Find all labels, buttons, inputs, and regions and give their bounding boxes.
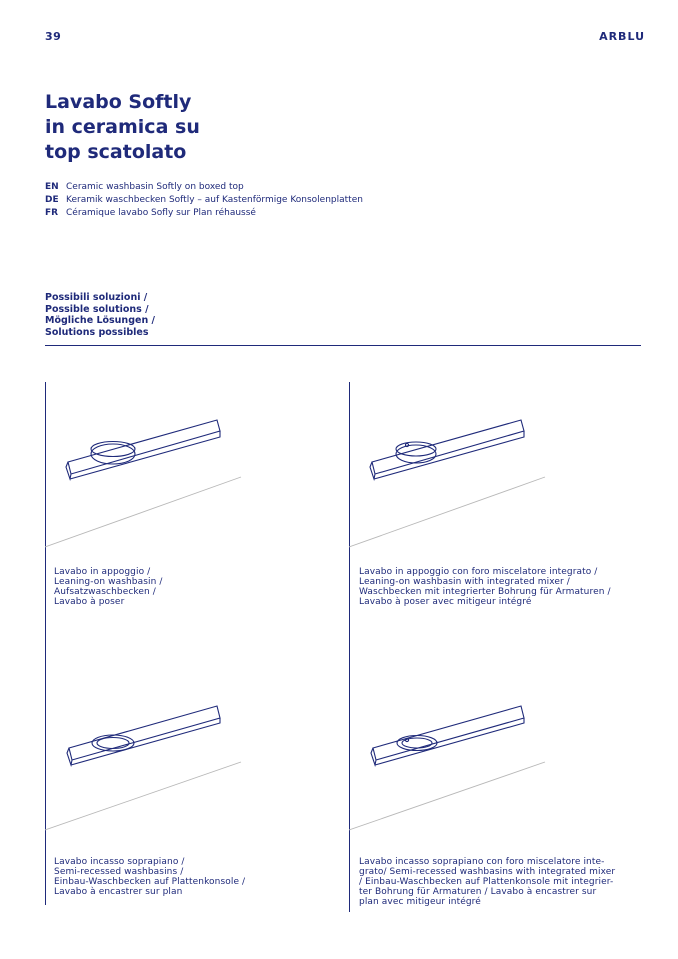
solutions-heading <box>45 292 155 338</box>
caption-line: Lavabo à poser <box>54 597 125 607</box>
washbasin-illustration <box>45 382 345 552</box>
washbasin-illustration <box>349 680 649 840</box>
title-line-1: Lavabo Softly <box>45 91 192 113</box>
option-caption <box>359 857 615 907</box>
caption-line: Aufsatzwaschbecken / <box>54 587 156 597</box>
caption-line: Leaning-on washbasin with integrated mixer / <box>359 577 570 587</box>
caption-line: Lavabo incasso soprapiano con foro miscelatore inte- <box>359 857 605 867</box>
caption-line: / Einbau-Waschbecken auf Plattenkonsole mit integrier- <box>359 877 614 887</box>
section-divider <box>45 345 641 346</box>
caption-line: Semi-recessed washbasins / <box>54 867 184 877</box>
solutions-heading-en: Possible solutions / <box>45 303 149 315</box>
caption-line: Lavabo incasso soprapiano / <box>54 857 185 867</box>
option-caption <box>54 567 163 607</box>
translations <box>45 181 363 220</box>
option-card-semi-recessed-mixer <box>349 680 649 915</box>
solutions-heading-fr: Solutions possibles <box>45 326 149 338</box>
washbasin-illustration <box>45 680 345 840</box>
caption-line: Lavabo à encastrer sur plan <box>54 887 183 897</box>
caption-line: plan avec mitigeur intégré <box>359 897 481 907</box>
translation-fr <box>45 207 363 220</box>
lang-code: FR <box>45 208 59 218</box>
solutions-heading-it: Possibili soluzioni / <box>45 292 148 303</box>
title-line-2: in ceramica su <box>45 116 200 138</box>
caption-line: ter Bohrung für Armaturen / Lavabo à encastrer sur <box>359 887 597 897</box>
brand-logo: ARBLU <box>599 30 645 43</box>
translation-text: Céramique lavabo Sofly sur Plan réhaussé <box>66 208 256 218</box>
caption-line: Waschbecken mit integrierter Bohrung für Armaturen / <box>359 587 611 597</box>
page-number: 39 <box>45 30 62 43</box>
translation-text: Ceramic washbasin Softly on boxed top <box>66 182 244 192</box>
option-card-leaning-on-mixer <box>349 382 649 622</box>
translation-en <box>45 181 363 194</box>
caption-line: Leaning-on washbasin / <box>54 577 163 587</box>
lang-code: DE <box>45 195 59 205</box>
solutions-heading-de: Mögliche Lösungen / <box>45 315 155 326</box>
option-caption <box>359 567 611 607</box>
caption-line: Einbau-Waschbecken auf Plattenkonsole / <box>54 877 246 887</box>
translation-text: Keramik waschbecken Softly – auf Kastenförmige Konsolenplatten <box>66 195 363 205</box>
caption-line: Lavabo à poser avec mitigeur intégré <box>359 597 532 607</box>
translation-de <box>45 194 363 207</box>
option-caption <box>54 857 245 897</box>
lang-code: EN <box>45 182 59 192</box>
title-line-3: top scatolato <box>45 141 187 163</box>
caption-line: Lavabo in appoggio / <box>54 567 151 577</box>
caption-line: grato/ Semi-recessed washbasins with integrated mixer <box>359 867 616 877</box>
option-card-leaning-on <box>45 382 345 622</box>
caption-line: Lavabo in appoggio con foro miscelatore integrato / <box>359 567 598 577</box>
washbasin-illustration <box>349 382 649 552</box>
option-card-semi-recessed <box>45 680 345 910</box>
page-title <box>45 90 200 165</box>
